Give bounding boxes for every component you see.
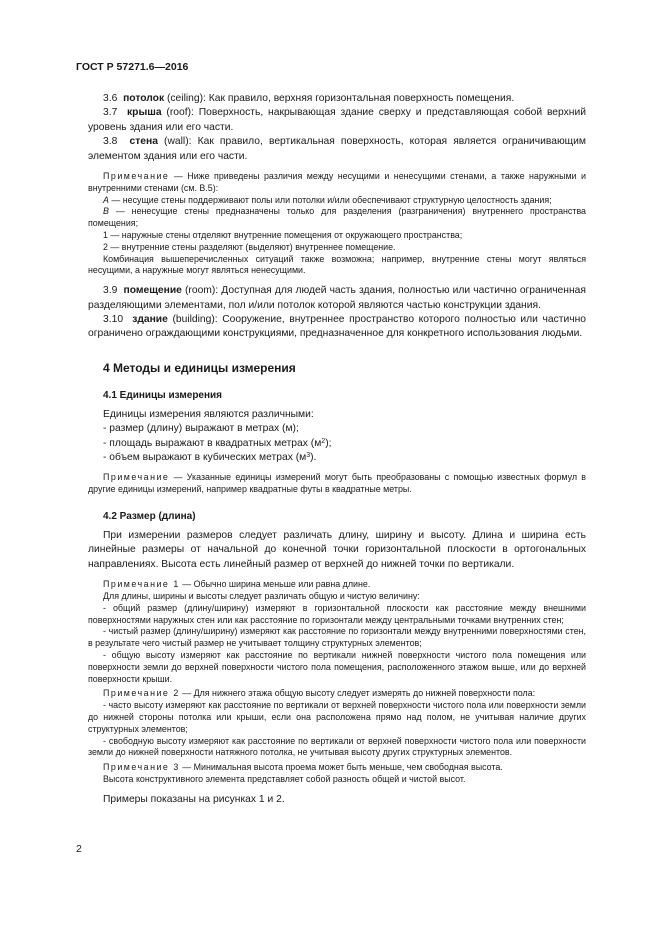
- length-intro: При измерении размеров следует различать длину, ширину и высоту. Длина и ширина есть линейные размеры от начальной до конечной точки горизонтальной плоскости в ортогональных направлениях. Высота есть линейный размер от верхней до нижней точки по вертикали.: [88, 530, 586, 570]
- section-4-1-heading: 4.1 Единицы измерения: [103, 389, 223, 401]
- page-body: [88, 92, 586, 807]
- note-label: Примечание: [103, 171, 170, 182]
- term-roof: 3.7 крыша (roof): Поверхность, накрывающая здание сверху и представляющая собой верхний уровень здания или его части.: [88, 107, 586, 133]
- term-building: 3.10 здание (building): Сооружение, внутреннее пространство которого полностью или частично ограничено ограждающими конструкциями, предназначенное для конкретного использования людьми.: [88, 314, 586, 340]
- section-4-heading: 4 Методы и единицы измерения: [103, 360, 296, 375]
- section-4-2-heading: 4.2 Размер (длина): [103, 511, 196, 523]
- units-list: Единицы измерения являются различными: - размер (длину) выражают в метрах (м); - площадь выражают в квадратных метрах $(м^2)$; - объем выражают в кубических метрах $(м^3)$.: [103, 408, 332, 464]
- term-ceiling: 3.6 потолок (ceiling): Как правило, верхняя горизонтальная поверхность помещения.: [103, 93, 515, 104]
- note-units: Примечание — Указанные единицы измерений могут быть преобразованы с помощью известных формул в другие единицы измерений, например квадратные футы в квадратные метры.: [88, 472, 586, 495]
- note-1: Примечание 1 — Обычно ширина меньше или равна длине. Для длины, ширины и высоты следует различать общую и чистую величину: - общий размер (длину/ширину) измеряют в горизонтальной плоскости как расстояние между внешними поверхностями наружных стен или как расстояние по горизонтали между центральными точками внутренних стен; - чистый размер (длину/ширину) измеряют как расстояние по горизонтали между внутренними поверхностями стен, в результате чего чистый размер не учитывает толщину структурных элементов; - общую высоту измеряют как расстояние по вертикали нижней поверхности чистого пола помещения или поверхности земли до верхней поверхности чистого пола помещения, расположенного этажом выше, или до верхней поверхности крыши.: [88, 579, 586, 684]
- term-room: 3.9 помещение (room): Доступная для людей часть здания, полностью или частично ограниченная разделяющими элементами, пол и/или потолок которой являются частью конструкции здания.: [88, 285, 586, 311]
- examples-reference: Примеры показаны на рисунках 1 и 2.: [103, 793, 285, 805]
- note-2: Примечание 2 — Для нижнего этажа общую высоту следует измерять до нижней поверхности пола: - часто высоту измеряют как расстояние по вертикали от верхней поверхности чистого пола или поверхности земли до нижней стороны потолка или крыши, если она расположена прямо над полом, не учитывая наличие других структурных элементов; - свободную высоту измеряют как расстояние по вертикали от верхней поверхности чистого пола или поверхности земли до нижней поверхности натяжного потолка, не учитывая высоту других структурных элементов.: [88, 688, 586, 758]
- term-wall: 3.8 стена (wall): Как правило, вертикальная поверхность, которая является ограничивающим элементом здания или его части.: [88, 136, 586, 162]
- note-walls: Примечание — Ниже приведены различия между несущими и ненесущими стенами, а также наружными и внутренними стенами (см. В.5): А — несущие стены поддерживают полы или потолки и/или обеспечивают структурную целостность здания; В — ненесущие стены предназначены только для разделения (разграничения) внутреннего пространства помещения; 1 — наружные стены отделяют внутренние помещения от окружающего пространства; 2 — внутренние стены разделяют (выделяют) внутреннее помещение. Комбинация вышеперечисленных ситуаций также возможна; например, внутренние стены могут являться несущими, а наружные могут являться ненесущими.: [88, 171, 586, 276]
- document-id: ГОСТ Р 57271.6—2016: [76, 61, 189, 73]
- page-number: 2: [76, 843, 82, 855]
- note-3: Примечание 3 — Минимальная высота проема может быть меньше, чем свободная высота. Высота конструктивного элемента представляет собой разность общей и чистой высот.: [103, 762, 503, 785]
